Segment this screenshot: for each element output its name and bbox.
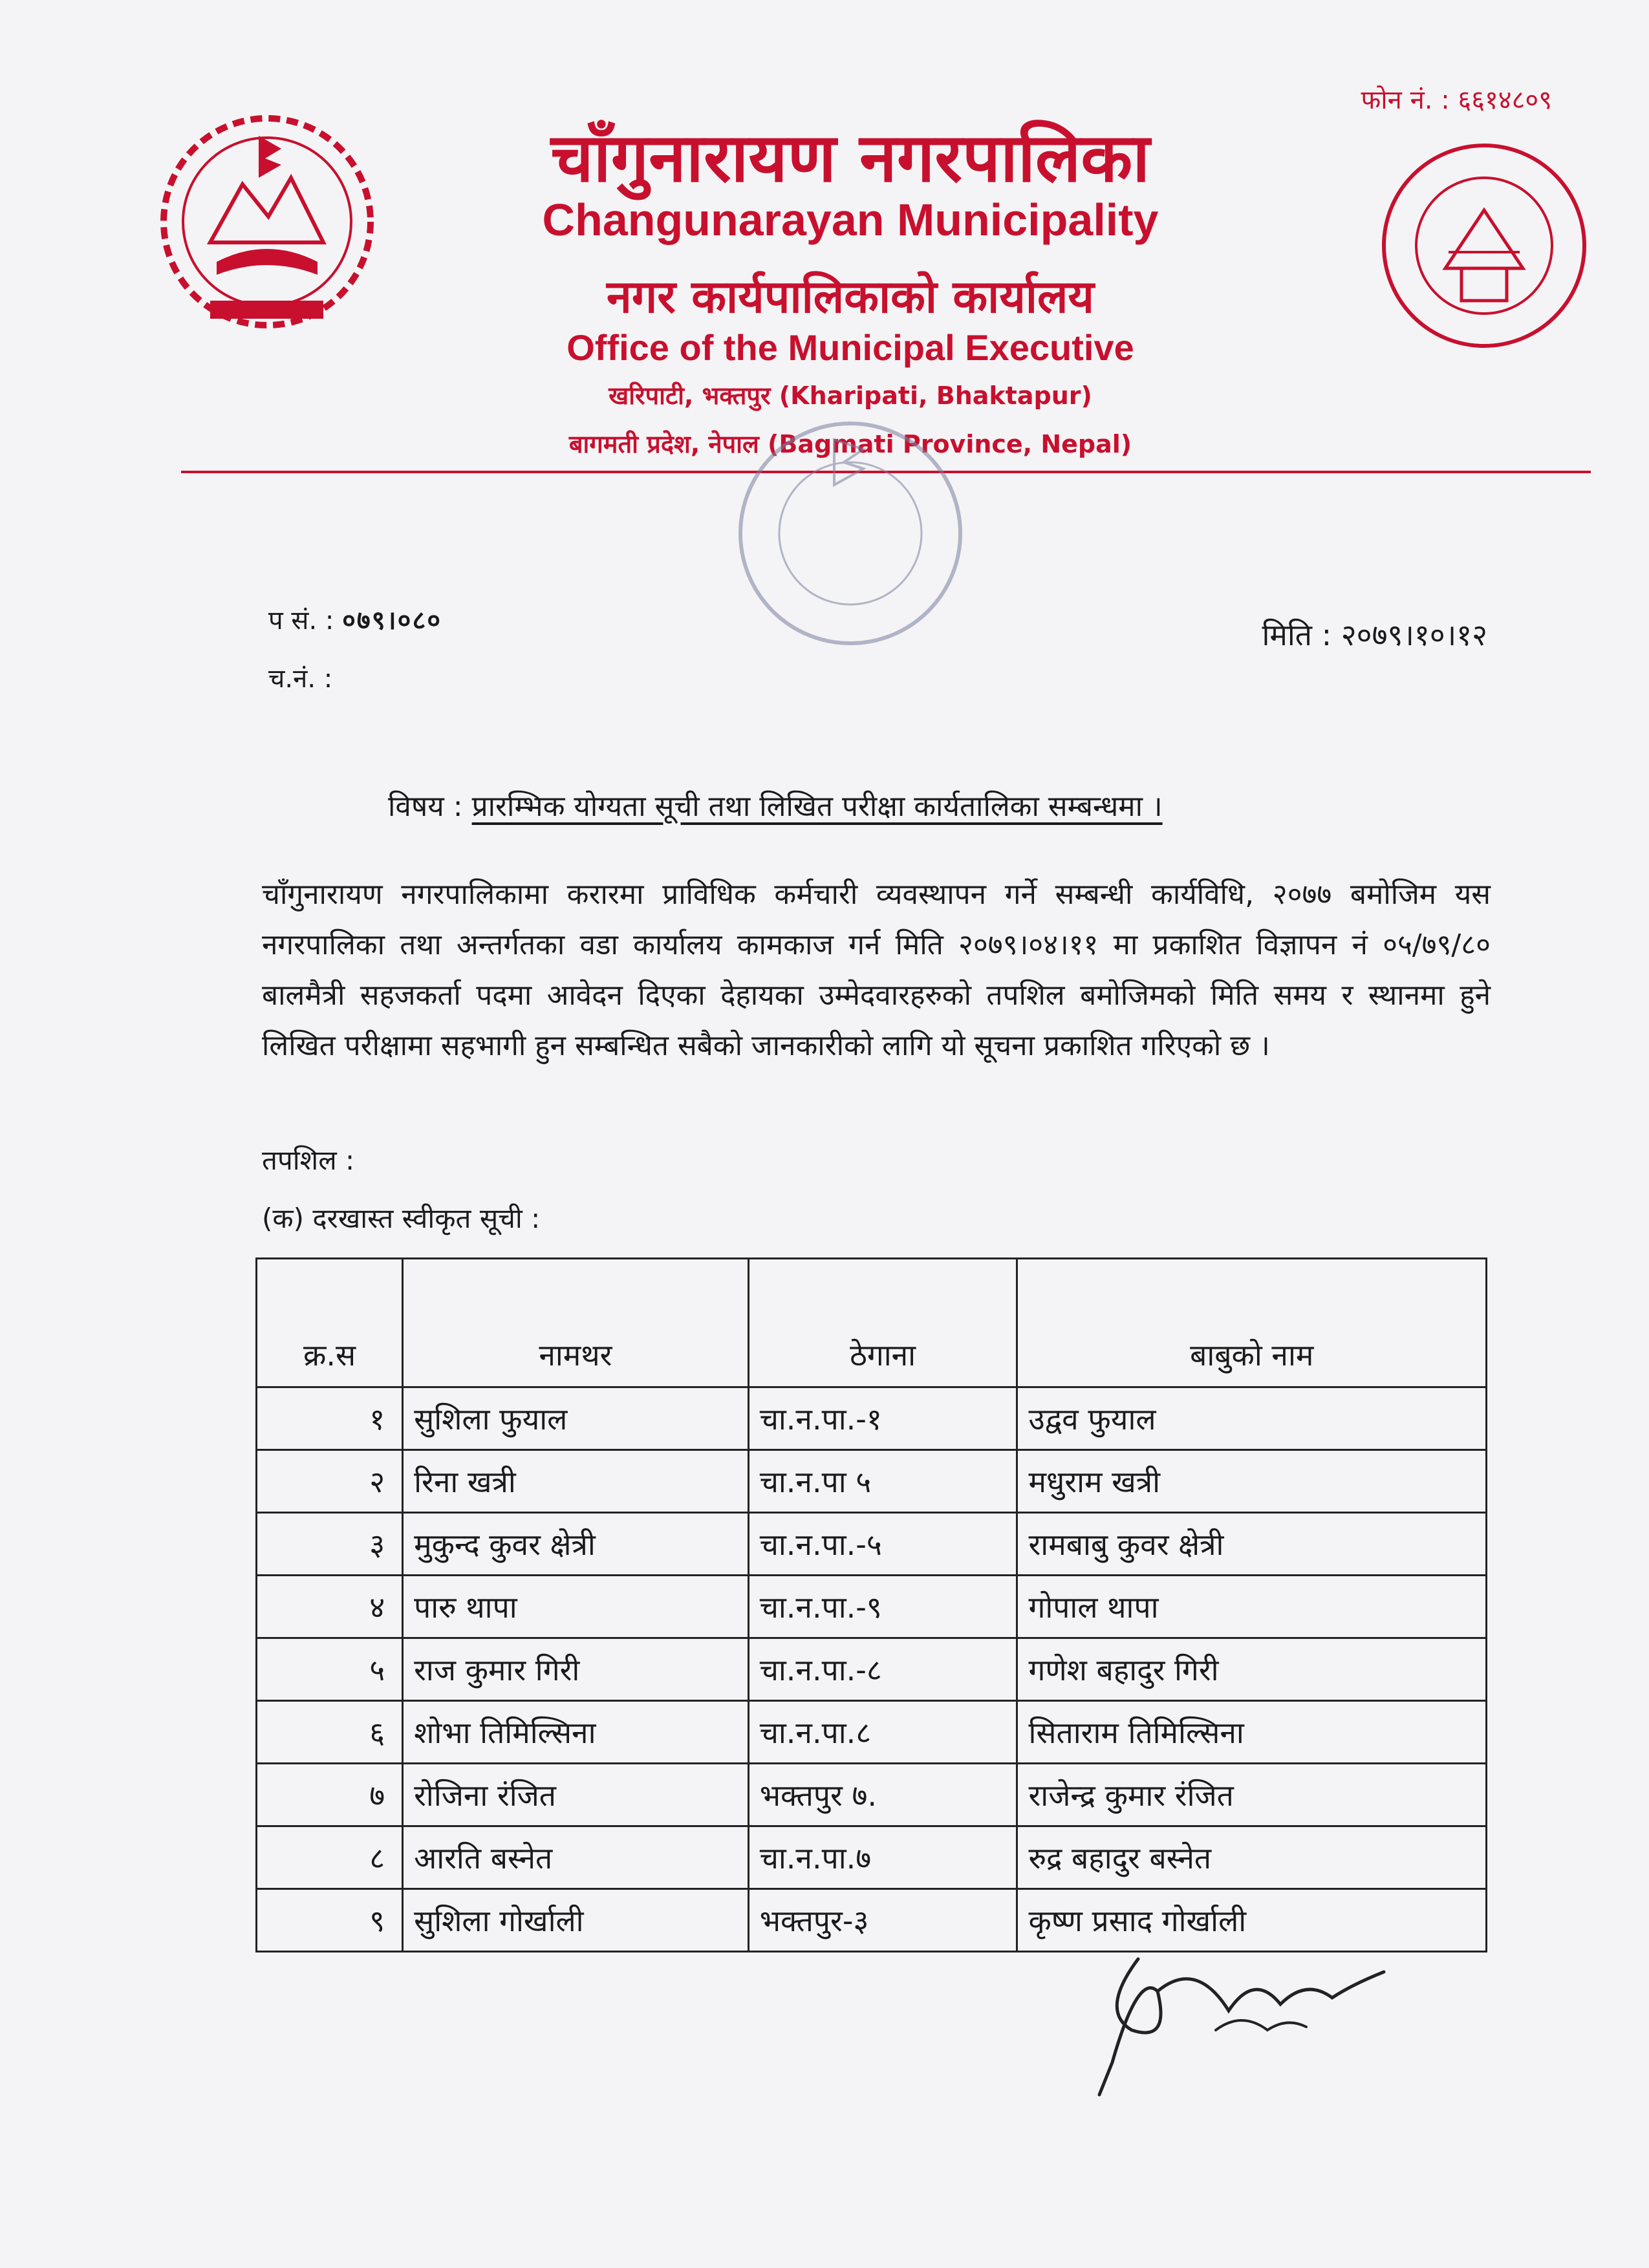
- details-heading: तपशिल :: [262, 1144, 355, 1176]
- cell-serial: ४: [257, 1576, 403, 1638]
- phone-number: फोन नं. : ६६१४८०९: [1361, 85, 1552, 115]
- header-address: ठेगाना: [748, 1259, 1017, 1387]
- cell-serial: ९: [257, 1889, 403, 1952]
- table-row: [257, 1826, 1487, 1889]
- municipality-seal-icon: [1377, 139, 1591, 352]
- cell-address: चा.न.पा.-८: [748, 1638, 1017, 1701]
- cell-address: चा.न.पा.-९: [748, 1576, 1017, 1638]
- letter-date: मिति : २०७९।१०।१२: [1262, 617, 1487, 652]
- notice-body: चाँगुनारायण नगरपालिकामा करारमा प्राविधिक कर्मचारी व्यवस्थापन गर्ने सम्बन्धी कार्यविधि, २०७७ बमोजिम यस नगरपालिका तथा अन्तर्गतका वडा कार्यालय कामकाज गर्न मिति २०७९।०४।११ मा प्रकाशित विज्ञापन नं ०५/७९/८० बालमैत्री सहजकर्ता पदमा आवेदन दिएका देहायका उम्मेदवारहरुको तपशिल बमोजिमको मिति समय र स्थानमा हुने लिखित परीक्षामा सहभागी हुन सम्बन्धित सबैको जानकारीको लागि यो सूचना प्रकाशित गरिएको छ ।: [262, 878, 1491, 1062]
- table-row: [257, 1701, 1487, 1764]
- table-row: [257, 1638, 1487, 1701]
- subject-line: [388, 786, 1163, 824]
- cell-serial: ६: [257, 1701, 403, 1764]
- cell-name: मुकुन्द कुवर क्षेत्री: [403, 1513, 749, 1576]
- subject-text: प्रारम्भिक योग्यता सूची तथा लिखित परीक्षा कार्यतालिका सम्बन्धमा ।: [471, 790, 1163, 823]
- cell-address: चा.न.पा.-१: [748, 1387, 1017, 1450]
- cell-address: चा.न.पा.७: [748, 1826, 1017, 1889]
- cell-name: सुशिला गोर्खाली: [403, 1889, 749, 1952]
- cell-father-name: सिताराम तिमिल्सिना: [1017, 1701, 1487, 1764]
- cell-name: रोजिना रंजित: [403, 1764, 749, 1826]
- table-row: [257, 1576, 1487, 1638]
- table-body: [257, 1387, 1487, 1952]
- cell-serial: ३: [257, 1513, 403, 1576]
- cell-name: आरति बस्नेत: [403, 1826, 749, 1889]
- municipality-name-np: चाँगुनारायण नगरपालिका: [550, 118, 1150, 197]
- office-name-np: नगर कार्यपालिकाको कार्यालय: [606, 270, 1095, 323]
- cell-address: चा.न.पा.-५: [748, 1513, 1017, 1576]
- cell-address: भक्तपुर ७.: [748, 1764, 1017, 1826]
- cell-father-name: उद्वव फुयाल: [1017, 1387, 1487, 1450]
- government-emblem-icon: [152, 107, 382, 336]
- subject-label: विषय :: [388, 790, 463, 823]
- cell-name: शोभा तिमिल्सिना: [403, 1701, 749, 1764]
- cell-father-name: रामबाबु कुवर क्षेत्री: [1017, 1513, 1487, 1576]
- table-row: [257, 1764, 1487, 1826]
- cell-father-name: राजेन्द्र कुमार रंजित: [1017, 1764, 1487, 1826]
- signature-icon: [1061, 1933, 1397, 2101]
- cell-father-name: गोपाल थापा: [1017, 1576, 1487, 1638]
- office-name-en: Office of the Municipal Executive: [566, 327, 1134, 368]
- municipality-name-en: Changunarayan Municipality: [542, 195, 1159, 245]
- cell-father-name: मधुराम खत्री: [1017, 1450, 1487, 1513]
- approved-list-title: (क) दरखास्त स्वीकृत सूची :: [262, 1203, 541, 1234]
- cell-name: राज कुमार गिरी: [403, 1638, 749, 1701]
- cell-serial: ७: [257, 1764, 403, 1826]
- cell-father-name: रुद्र बहादुर बस्नेत: [1017, 1826, 1487, 1889]
- header-serial: क्र.स: [257, 1259, 403, 1387]
- cell-father-name: गणेश बहादुर गिरी: [1017, 1638, 1487, 1701]
- table-header-row: [257, 1259, 1487, 1387]
- address-line-1: खरिपाटी, भक्तपुर (Kharipati, Bhaktapur): [609, 381, 1092, 410]
- cell-address: चा.न.पा ५: [748, 1450, 1017, 1513]
- cell-serial: २: [257, 1450, 403, 1513]
- cell-address: भक्तपुर-३: [748, 1889, 1017, 1952]
- reference-number-value: ०७९।०८०: [342, 606, 442, 636]
- reference-number-label: प सं. :: [268, 606, 334, 636]
- cell-address: चा.न.पा.८: [748, 1701, 1017, 1764]
- table-row: [257, 1387, 1487, 1450]
- cell-father-name: कृष्ण प्रसाद गोर्खाली: [1017, 1889, 1487, 1952]
- cell-name: सुशिला फुयाल: [403, 1387, 749, 1450]
- cell-name: पारु थापा: [403, 1576, 749, 1638]
- dispatch-number: च.नं. :: [268, 664, 333, 694]
- table-row: [257, 1450, 1487, 1513]
- reference-number: [268, 601, 442, 637]
- header-name: नामथर: [403, 1259, 749, 1387]
- table-row: [257, 1513, 1487, 1576]
- cell-serial: ५: [257, 1638, 403, 1701]
- cell-serial: ८: [257, 1826, 403, 1889]
- office-stamp-icon: [731, 414, 970, 653]
- cell-serial: १: [257, 1387, 403, 1450]
- cell-name: रिना खत्री: [403, 1450, 749, 1513]
- address-line-2: बागमती प्रदेश, नेपाल (Bagmati Province, Nepal): [568, 430, 1132, 458]
- approved-applicants-table: [255, 1257, 1487, 1952]
- header-father-name: बाबुको नाम: [1017, 1259, 1487, 1387]
